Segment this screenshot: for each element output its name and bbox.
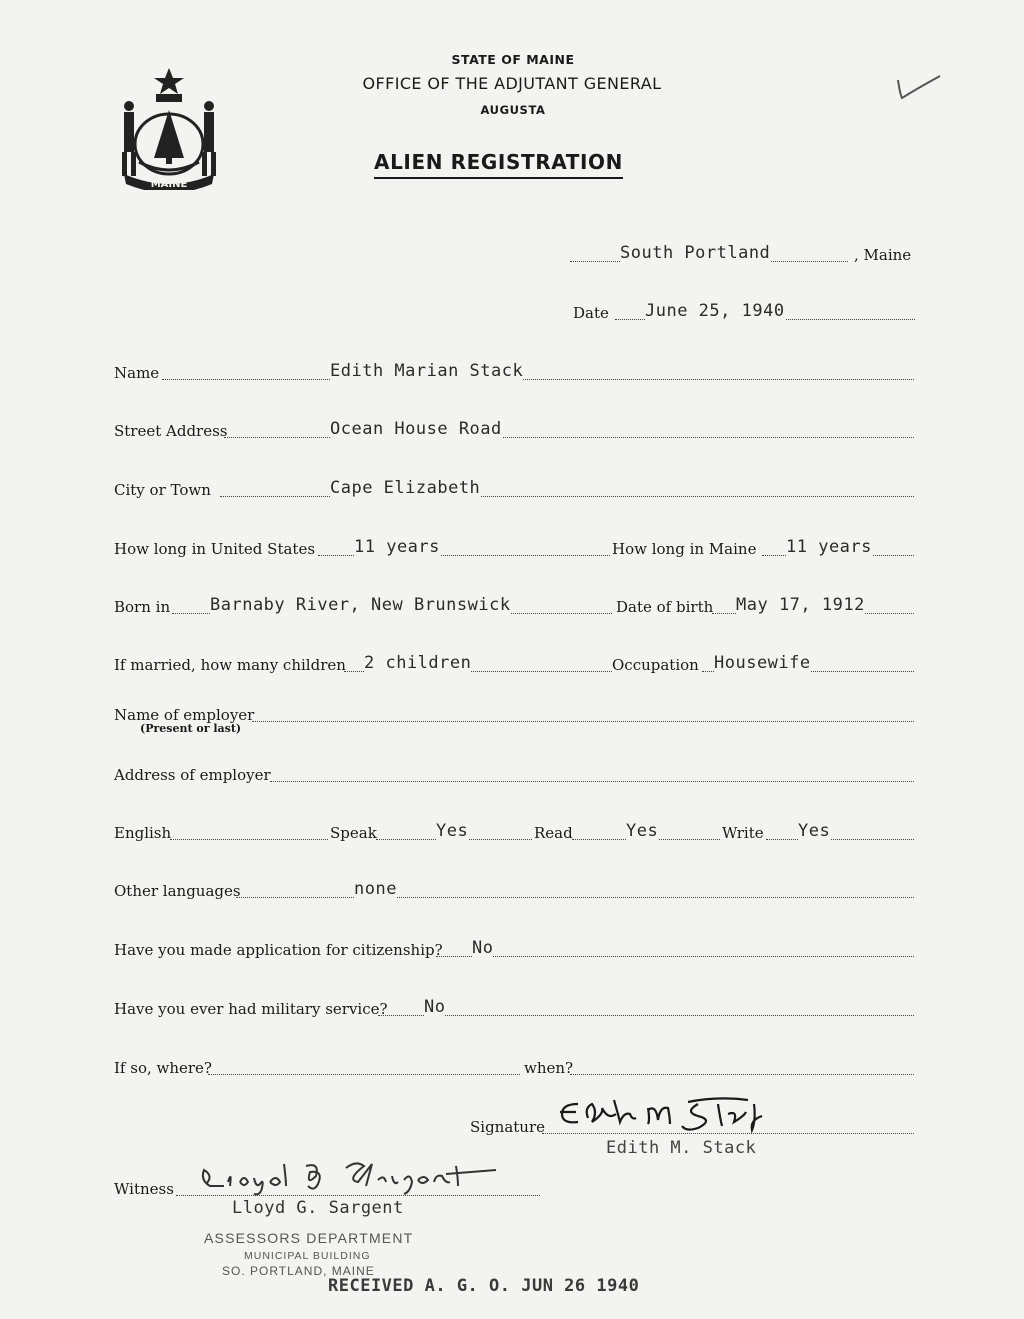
children-label: If married, how many children xyxy=(114,656,346,674)
other-languages-line xyxy=(114,880,914,900)
military-value: No xyxy=(424,997,446,1017)
date-line xyxy=(573,302,915,322)
received-stamp: RECEIVED A. G. O. JUN 26 1940 xyxy=(328,1276,640,1296)
children-line xyxy=(114,654,914,674)
signature-handwritten xyxy=(548,1090,778,1138)
speak-label: Speak xyxy=(330,824,377,842)
street-address-line xyxy=(114,420,914,440)
occupation-value: Housewife xyxy=(714,653,811,673)
seal-text: MAINE xyxy=(150,179,188,190)
name-value: Edith Marian Stack xyxy=(330,361,524,381)
date-label: Date xyxy=(573,304,609,322)
stamp-department: ASSESSORS DEPARTMENT xyxy=(204,1230,414,1246)
employer-address-label: Address of employer xyxy=(114,766,271,784)
born-line xyxy=(114,596,914,616)
how-long-us-label: How long in United States xyxy=(114,540,316,558)
stamp-city: SO. PORTLAND, MAINE xyxy=(222,1264,375,1278)
city-label: City or Town xyxy=(114,481,211,499)
header-office: OFFICE OF THE ADJUTANT GENERAL xyxy=(362,74,662,93)
born-in-label: Born in xyxy=(114,598,171,616)
write-label: Write xyxy=(722,824,764,842)
speak-value: Yes xyxy=(436,821,469,841)
street-address-label: Street Address xyxy=(114,422,228,440)
english-line xyxy=(114,822,914,842)
place-value: South Portland xyxy=(620,243,771,263)
how-long-us-value: 11 years xyxy=(354,537,440,557)
city-value: Cape Elizabeth xyxy=(330,478,481,498)
place-line xyxy=(570,244,916,264)
date-value: June 25, 1940 xyxy=(645,301,785,321)
street-address-value: Ocean House Road xyxy=(330,419,502,439)
when-label: when? xyxy=(524,1059,574,1077)
how-long-maine-label: How long in Maine xyxy=(612,540,757,558)
date-of-birth-value: May 17, 1912 xyxy=(736,595,865,615)
military-line xyxy=(114,998,914,1018)
employer-name-sublabel: (Present or last) xyxy=(140,722,242,735)
citizenship-label: Have you made application for citizenship? xyxy=(114,941,443,959)
military-label: Have you ever had military service? xyxy=(114,1000,388,1018)
employer-address-line xyxy=(114,764,914,784)
form-title: ALIEN REGISTRATION xyxy=(374,150,623,179)
stamp-building: MUNICIPAL BUILDING xyxy=(244,1250,371,1262)
name-line xyxy=(114,362,914,382)
citizenship-line xyxy=(114,939,914,959)
witness-handwritten xyxy=(196,1156,506,1198)
employer-name-line xyxy=(114,704,914,735)
signature-label: Signature xyxy=(470,1118,546,1136)
how-long-maine-value: 11 years xyxy=(786,537,872,557)
employer-name-label: Name of employer xyxy=(114,706,255,724)
name-label: Name xyxy=(114,364,160,382)
english-label: English xyxy=(114,824,172,842)
city-line xyxy=(114,479,914,499)
read-value: Yes xyxy=(626,821,659,841)
born-in-value: Barnaby River, New Brunswick xyxy=(210,595,511,615)
witness-label: Witness xyxy=(114,1180,174,1198)
witness-typed: Lloyd G. Sargent xyxy=(232,1198,404,1218)
signature-typed: Edith M. Stack xyxy=(606,1138,757,1158)
date-of-birth-label: Date of birth xyxy=(616,598,714,616)
write-value: Yes xyxy=(798,821,831,841)
other-languages-label: Other languages xyxy=(114,882,241,900)
checkmark-icon xyxy=(892,72,944,106)
children-value: 2 children xyxy=(364,653,472,673)
occupation-label: Occupation xyxy=(612,656,699,674)
header-state: STATE OF MAINE xyxy=(451,52,575,67)
read-label: Read xyxy=(534,824,573,842)
header-city: AUGUSTA xyxy=(480,103,546,117)
how-long-line xyxy=(114,538,914,558)
place-suffix: , Maine xyxy=(854,246,912,264)
other-languages-value: none xyxy=(354,879,397,899)
where-when-line xyxy=(114,1057,914,1077)
citizenship-value: No xyxy=(472,938,494,958)
where-label: If so, where? xyxy=(114,1059,212,1077)
